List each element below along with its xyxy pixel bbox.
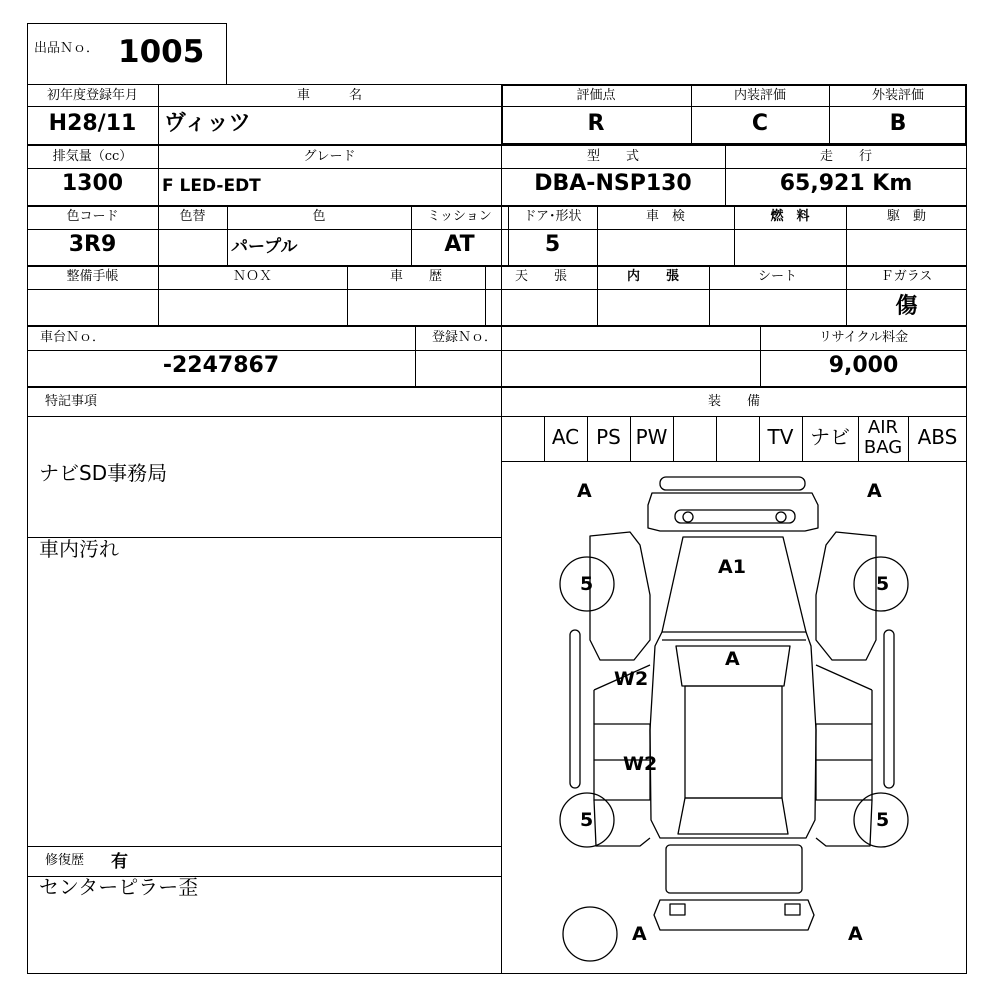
drive-label: 駆 動 xyxy=(886,209,926,224)
color-code-label: 色コード xyxy=(66,209,119,224)
score-value: R xyxy=(587,111,605,136)
mark-windshield: A xyxy=(725,648,740,670)
fuel-label: 燃 料 xyxy=(770,209,810,224)
interior-label: 内装評価 xyxy=(733,88,786,103)
recycle-value: 9,000 xyxy=(828,353,899,378)
roof-label: 天 張 xyxy=(514,269,567,284)
registration-label: 登録Ｎｏ． xyxy=(432,330,498,345)
repair-value: 有 xyxy=(111,852,128,872)
first-reg-value: H28/11 xyxy=(48,111,137,136)
equip-airbag: AIR BAG xyxy=(863,417,903,458)
inspection-label: 車 検 xyxy=(645,209,685,224)
lot-label: 出品Ｎｏ． xyxy=(34,41,100,56)
repair-note: センターピラー歪 xyxy=(39,875,199,899)
score-label: 評価点 xyxy=(576,88,616,103)
equip-navi: ナビ xyxy=(810,425,850,449)
mission-value: AT xyxy=(444,232,475,257)
nox-label: ＮＯＸ xyxy=(232,269,272,284)
remark-note-2: 車内汚れ xyxy=(39,537,119,561)
mark-left-rear-door: W2 xyxy=(623,753,658,775)
color-code-value: 3R9 xyxy=(68,232,117,257)
equipment-label: 装 備 xyxy=(707,394,760,409)
mark-left-front-door: W2 xyxy=(614,668,649,690)
equip-ps: PS xyxy=(596,425,621,449)
exterior-label: 外装評価 xyxy=(871,88,924,103)
model-label: 型 式 xyxy=(586,149,639,164)
mark-tire-rl: 5 xyxy=(580,809,594,831)
remarks-label: 特記事項 xyxy=(45,394,98,409)
car-name-label: 車 名 xyxy=(296,88,362,103)
fglass-label: Ｆガラス xyxy=(880,269,933,284)
color-change-label: 色替 xyxy=(179,209,206,224)
remark-note-1: ナビSD事務局 xyxy=(39,461,168,485)
exterior-value: B xyxy=(889,111,907,136)
first-reg-label: 初年度登録年月 xyxy=(46,88,138,103)
service-label: 整備手帳 xyxy=(66,269,119,284)
mark-front-right: A xyxy=(867,480,882,502)
fglass-value: 傷 xyxy=(895,293,918,319)
displacement-label: 排気量（cc） xyxy=(52,149,133,164)
seat-label: シート xyxy=(757,269,797,284)
mark-tire-fl: 5 xyxy=(580,573,594,595)
repair-label: 修復歴 xyxy=(45,853,85,868)
door-value: 5 xyxy=(544,232,561,257)
color-value: パープル xyxy=(231,237,298,257)
mileage-value: 65,921 Km xyxy=(779,171,913,196)
mission-label: ミッション xyxy=(427,209,492,224)
mark-hood: A1 xyxy=(718,556,746,578)
equip-abs: ABS xyxy=(917,425,958,449)
equip-ac: AC xyxy=(551,425,580,449)
mark-rear-left: A xyxy=(632,923,647,945)
displacement-value: 1300 xyxy=(61,171,124,196)
mark-rear-right: A xyxy=(848,923,863,945)
grade-value: F LED-EDT xyxy=(162,176,261,196)
lot-number: 1005 xyxy=(118,34,205,70)
mark-tire-fr: 5 xyxy=(876,573,890,595)
mileage-label: 走 行 xyxy=(819,149,872,164)
car-name-value: ヴィッツ xyxy=(164,111,251,136)
chassis-label: 車台Ｎｏ． xyxy=(40,330,106,345)
chassis-value: -2247867 xyxy=(162,353,280,378)
model-value: DBA-NSP130 xyxy=(534,171,692,196)
inner-label: 内 張 xyxy=(626,269,679,284)
equip-tv: TV xyxy=(767,425,794,449)
mark-front-left: A xyxy=(577,480,592,502)
color-label: 色 xyxy=(312,209,326,224)
mark-tire-rr: 5 xyxy=(876,809,890,831)
recycle-label: リサイクル料金 xyxy=(818,330,909,345)
door-label: ドア･形状 xyxy=(523,209,582,224)
grade-label: グレード xyxy=(303,149,356,164)
equip-pw: PW xyxy=(635,425,668,449)
history-label: 車 歴 xyxy=(389,269,442,284)
interior-value: C xyxy=(751,111,769,136)
